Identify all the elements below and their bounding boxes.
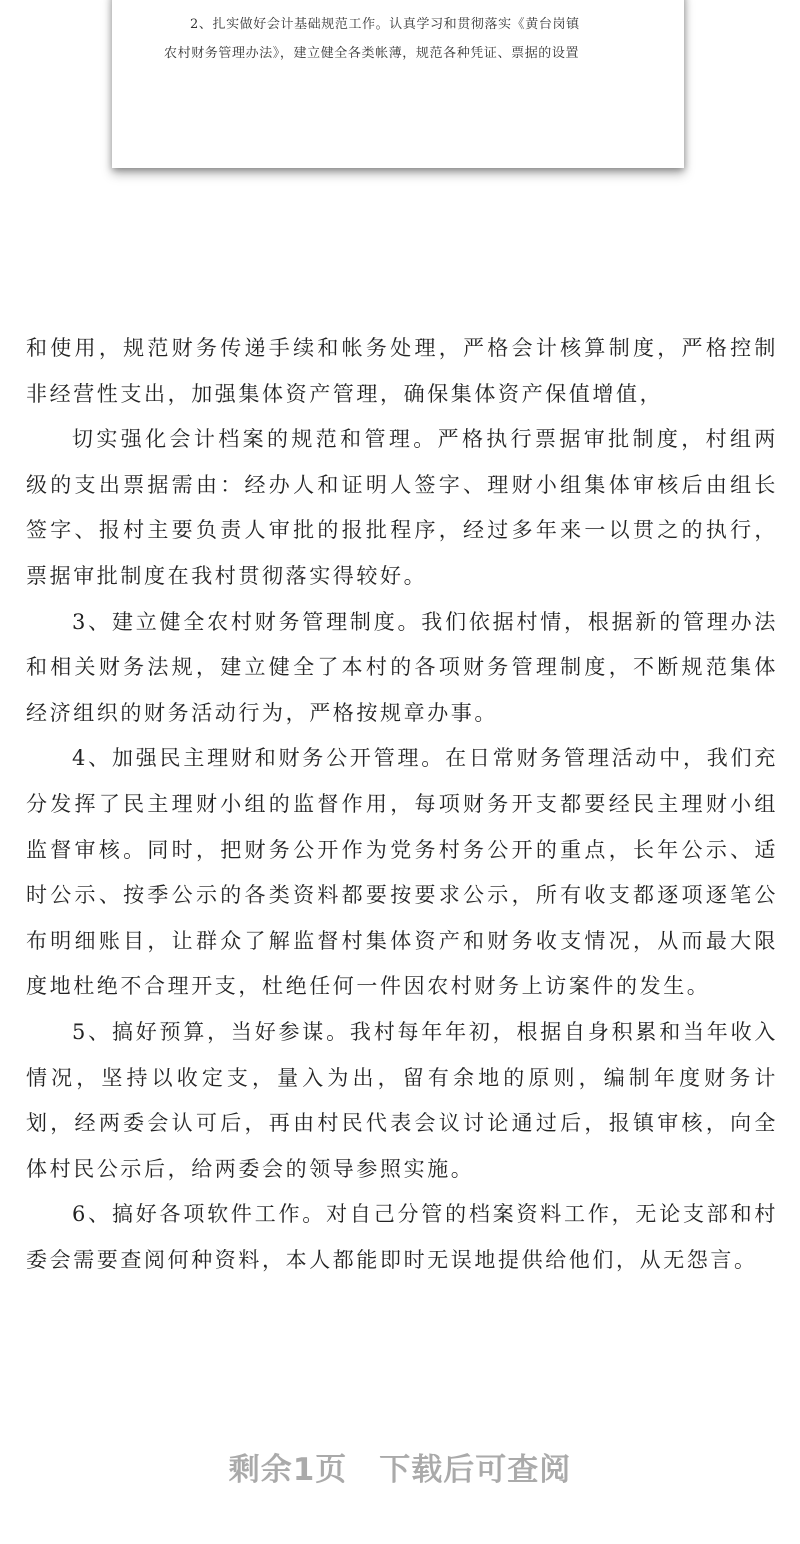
preview-line-2: 农村财务管理办法》，建立健全各类帐薄，规范各种凭证、票据的设置 — [164, 46, 580, 61]
previous-page-preview — [112, 0, 684, 168]
preview-line-1: 2、扎实做好会计基础规范工作。认真学习和贯彻落实《黄台岗镇 — [190, 17, 580, 32]
remaining-pages-notice[interactable]: 剩余1页 下载后可查阅 — [228, 1452, 572, 1488]
paragraph-item-3: 3、建立健全农村财务管理制度。我们依据村情，根据新的管理办法和相关财务法规，建立健全了本村的各项财务管理制度，不断规范集体经济组织的财务活动行为，严格按规章办事。 — [26, 609, 778, 725]
paragraph-item-5: 5、搞好预算，当好参谋。我村每年年初，根据自身积累和当年收入情况，坚持以收定支，量入为出，留有余地的原则，编制年度财务计划，经两委会认可后，再由村民代表会议讨论通过后，报镇审核，向全体村民公示后，给两委会的领导参照实施。 — [26, 1019, 778, 1181]
paragraph-continuation: 和使用，规范财务传递手续和帐务处理，严格会计核算制度，严格控制非经营性支出，加强集体资产管理，确保集体资产保值增值， — [26, 336, 778, 406]
paragraph-archives: 切实强化会计档案的规范和管理。严格执行票据审批制度，村组两级的支出票据需由：经办人和证明人签字、理财小组集体审核后由组长签字、报村主要负责人审批的报批程序，经过多年来一以贯之的执行，票据审批制度在我村贯彻落实得较好。 — [26, 427, 778, 588]
paragraph-item-6: 6、搞好各项软件工作。对自己分管的档案资料工作，无论支部和村委会需要查阅何种资料，本人都能即时无误地提供给他们，从无怨言。 — [26, 1202, 778, 1272]
paragraph-item-4: 4、加强民主理财和财务公开管理。在日常财务管理活动中，我们充分发挥了民主理财小组的监督作用，每项财务开支都要经民主理财小组监督审核。同时，把财务公开作为党务村务公开的重点，长年公示、适时公示、按季公示的各类资料都要按要求公示，所有收支都逐项逐笔公布明细账目，让群众了解监督村集体资产和财务收支情况，从而最大限度地杜绝不合理开支，杜绝任何一件因农村财务上访案件的发生。 — [26, 746, 778, 999]
document-body — [26, 326, 778, 1283]
preview-clipped-line — [164, 0, 664, 2]
